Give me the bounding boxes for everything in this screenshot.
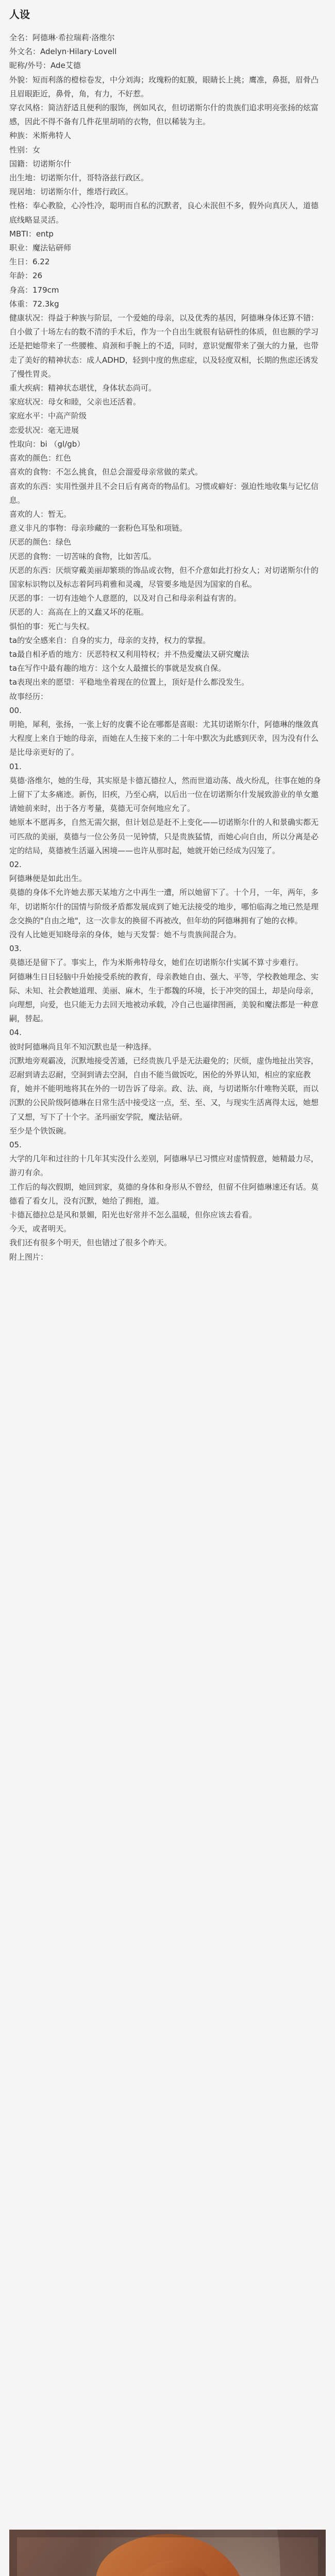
profile-line: 家庭状况：母女和睦，父亲也还活着。 [9,397,141,407]
profile-line: 性别：女 [9,145,41,155]
story-line: 00. [9,705,22,715]
story-line: 大学的几年和过往的十几年其实没什么差别，阿德琳早已习惯应对虚情假意，她精最力尽，游刃有余。 [9,1154,319,1178]
story-line: 卡德瓦德拉总是风和景媚，阳光也好常并不怎么温暖，但你应该去看看。 [9,1210,257,1220]
profile-line: 身高：179cm [9,285,59,295]
profile-line: 性取向：bi （gl/gb） [9,439,85,449]
profile-line: 生日：6.22 [9,257,50,267]
profile-line: ta在写作中最有趣的地方：这个女人最擅长的事就是发疯自保。 [9,664,226,673]
profile-line: 喜欢的食物：不怎么挑食，但总会溜爱母亲常做的菜式。 [9,467,203,477]
profile-line: 全名：阿德琳·希拉瑞莉·洛维尔 [9,33,115,42]
story-line: 05. [9,1140,22,1150]
profile-line: 厌恶的东西：厌烦穿戴美丽却繁琐的饰品或衣物，但不介意如此打扮女人；对切诺斯尔什的国家标识物以及标志着阿玛莉雅和灵魂，尽管要多地是因为国家的自私。 [9,565,319,589]
story-section [9,704,326,1264]
story-line: 阿德琳便是如此出生。 [9,874,87,884]
profile-line: 厌恶的事：一切有违她个人意愿的，以及对自己和母亲利益有害的。 [9,594,242,603]
profile-line: 出生地：切诺斯尔什，哥特洛兹行政区。 [9,173,149,183]
story-line: 工作后的每次假期，她回到家，莫德的身体和身形从不曾经，但留不住阿德琳速还有话。莫德看了看女儿，没有沉默，她给了拥抱，道。 [9,1182,319,1206]
story-line: 阿德琳生日目轻脑中升始接受系统的教育，母亲教她自由、强大、平等，学校教她理念、实际、未知、社会教她道理、美丽、麻木，生于都魏的环境，长于冲突的国土，却是向母亲，向理想，向爱，也只能无力去回天地被动承载，冷自己也逼律图画，美貌和魔法都是一种意嗣，替起。 [9,972,319,1024]
profile-line: 外文名：Adelyn·Hilary·Lovell [9,47,117,57]
profile-line: 职业：魔法钻研师 [9,243,72,253]
profile-line: 体重：72.3kg [9,299,59,309]
profile-line: ta的安全感来自：自身的实力，母亲的支持，权力的掌握。 [9,635,211,645]
profile-line: 健康状况：得益于种族与阶层，一个爱她的母亲，以及优秀的基因，阿德琳身体还算不错：自小做了十场左右的数不清的手术后，作为一个自出生就很有钻研性的体质，但也额的学习还是把她带来了一些腰椎、肩颈和手腕上的不适，同时，意识觉醒带来了强大的力量，也带走了美好的精神状态：成人ADHD，轻到中度的焦虑症，以及轻度双相，长期的焦虑还诱发了慢性胃炎。 [9,313,319,379]
story-line: 03. [9,944,22,954]
portrait-photo [9,2530,326,2576]
profile-line: 家庭水平：中高产阶级 [9,411,87,421]
profile-line: 昵称/外号：Ade艾德 [9,61,81,71]
story-line: 04. [9,1028,22,1038]
profile-line: 喜欢的人：暂无。 [9,509,72,519]
profile-line: 喜欢的颜色：红色 [9,453,72,463]
story-line: 01. [9,761,22,771]
story-line: 至少是个铁饭碗。 [9,1126,72,1136]
profile-line: 年龄：26 [9,271,43,281]
story-line: 今天，或者明天。 [9,1224,72,1234]
profile-line: 国籍：切诺斯尔什 [9,159,72,168]
profile-line: 外貌：短而利落的橙棕卷发，中分刘海；玫瑰粉的虹膜，眼睛长上挑；鹰准，鼻挺，眉骨凸且眉眼距近，鼻骨，角，有力，不好惹。 [9,75,319,98]
story-line: 莫德·洛维尔，她的生母，其实原是卡德瓦德拉人，然而世道动荡、战火纷乱，往事在她的身上留下了太多痛迹。新伤，旧疾，乃至心病，以后出一位在切诺斯尔什发展致游业的单女邀请她前来时，出于各方考量，莫德无可奈何地应允了。 [9,775,321,814]
profile-line: 性格：奉心教脸，心冷性冷，聪明而自私的沉默者，良心未泯但不多，假外向真厌人，道德底线略显灵活。 [9,201,319,225]
page-title: 人设 [9,8,30,21]
profile-line: 恋爱状况：毫无进展 [9,425,79,435]
profile-line: 厌恶的食物：一切苦味的食物，比如苦瓜。 [9,551,157,561]
profile-line: 种族：米斯弗特人 [9,131,72,141]
profile-line: 厌恶的颜色：绿色 [9,537,72,547]
story-line: 我们还有很多个明天，但也错过了很多个昨天。 [9,1238,172,1248]
profile-line: 重大疾病：精神状态堪忧，身体状态尚可。 [9,383,157,393]
story-line: 02. [9,859,22,869]
profile-line: 穿衣风格：简洁舒适且便利的服饰，例如风衣，但切诺斯尔什的贵族们追求明亮张扬的炫富感，因此不得不备有几件花里胡哨的衣物，但以稀装为主。 [9,103,319,127]
story-line: 没有人比她更知晓母亲的身体，她与天发誓：她不与贵族间混合为。 [9,930,242,939]
story-line: 明艳，犀利，张扬，一张上好的皮囊不论在哪都是喜眼：尤其切诺斯尔什，阿德琳的继敛真大程度上来自于她的母亲，而她在人生接下来的二十年中默次为此感到厌幸，因为没有什么是比母亲更好的了。 [9,719,319,757]
profile-line: 喜欢的东西：实用性强并且不会日后有离奇的物品们。习惯或癖好：强迫性地收集与记忆信息。 [9,481,319,505]
story-line: 附上图片： [9,1252,48,1262]
story-line: 彼时阿德琳尚且年不知沉默也是一种选择。 [9,1042,157,1052]
story-line: 莫德的身体不允许她去那天某地方之中再生一遭，所以她留下了。十个月，一年，两年，多年，切诺斯尔什的国情与阶级矛盾都发展成到了她无法接受的地步，哪怕临海之地已然是理念交换的"自由之地"，这一次非友的换留不再被改，但年幼的阿德琳拥有了她的衣棒。 [9,888,319,925]
profile-line: 厌恶的人：高高在上的又蠢又坏的花瓶。 [9,607,149,617]
profile-line: 现居地：切诺斯尔什，维塔行政区。 [9,187,133,197]
profile-line: 惧怕的事：死亡与失权。 [9,621,95,631]
profile-line: ta最自相矛盾的地方：厌恶特权又利用特权；并不热爱魔法又研究魔法 [9,649,249,659]
profile-line: MBTI：entp [9,229,54,239]
profile-line: 意义非凡的事物：母亲珍藏的一套粉色耳坠和项链。 [9,523,188,533]
story-line: 她原本不愿再多，自然无需欠据，但计划总是赶不上变化——切诺斯尔什的人和景确实都无可匹敌的美丽，莫德与一位公务员一见钟情，只是贵族猛情，而她心向自由，所以分离是必定的结局，莫德被生活逼入困境——也许从那时起，她就开始已经成为囚笼了。 [9,818,319,855]
story-line: 沉默地旁观霸凌，沉默地接受苦通，已经贵族几乎是无法避免的；厌烦，虚伪地扯出笑容，忍耐到请去忍耐，空洞到请去空洞，自由不能当做饭吃，困伦的外界认知，相应的家庭教育，她并不能明地将其在外的一切告诉了母亲。政、法、商，与切诺斯尔什唯物关联，而以沉默的公民阶级阿德琳在日常生活中接受这一点，至、至、又，与现实生活离得太远，她想了又想，写下了十个字。圣玛丽安学院，魔法钻研。 [9,1056,319,1122]
story-line: 莫德还是留下了。事实上，作为米斯弗特母女，她们在切诺斯尔什实属不算寸步难行。 [9,958,304,968]
profile-section [9,31,326,704]
profile-line: ta表现出来的愿望：平稳地坐着现在的位置上，顶好是什么都没发生。 [9,677,249,687]
profile-line: 故事经历： [9,691,48,701]
